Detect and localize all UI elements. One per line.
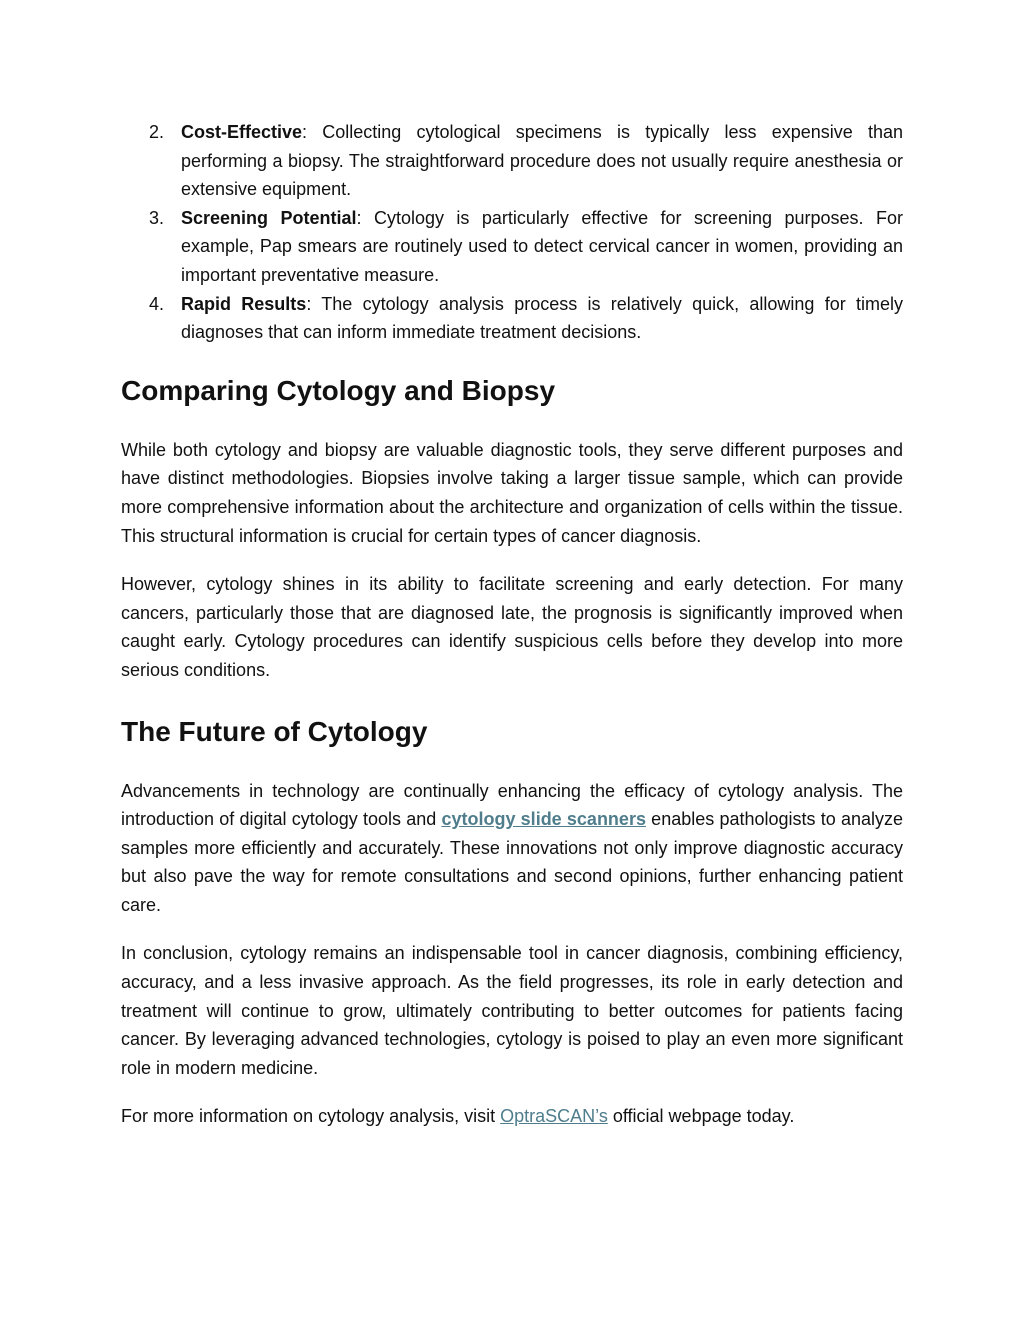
paragraph (121, 1102, 903, 1131)
paragraph-text: Advancements in technology are continually enhancing the efficacy of cytology analysis. The introduction of digital cytology tools and (121, 780, 903, 830)
paragraph: In conclusion, cytology remains an indispensable tool in cancer diagnosis, combining efficiency, accuracy, and a less invasive approach. As the field progresses, its role in early detection and treatment will continue to grow, ultimately contributing to better outcomes for patients facing cancer. By leveraging advanced technologies, cytology is poised to play an even more significant role in modern medicine. (121, 943, 903, 1078)
optrascan-link[interactable]: OptraSCAN’s (500, 1106, 608, 1127)
cytology-slide-scanners-link[interactable]: cytology slide scanners (441, 809, 646, 830)
section-heading-future: The Future of Cytology (121, 715, 428, 747)
list-item (121, 290, 903, 347)
list-text: : Collecting cytological specimens is typically less expensive than performing a biopsy. The straightforward procedure does not usually require anesthesia or extensive equipment. (181, 122, 903, 200)
paragraph-text: For more information on cytology analysis, visit (121, 1106, 501, 1127)
paragraph (121, 777, 903, 920)
paragraph: However, cytology shines in its ability to facilitate screening and early detection. For many cancers, particularly those that are diagnosed late, the prognosis is significantly improved when caught early. Cytology procedures can identify suspicious cells before they develop into more serious conditions. (121, 574, 903, 680)
list-item (121, 204, 903, 290)
list-number: 4. (149, 293, 165, 314)
list-text: : Cytology is particularly effective for screening purposes. For example, Pap smears are routinely used to detect cervical cancer in women, providing an important preventative measure. (181, 207, 903, 285)
document-page (121, 118, 903, 1131)
list-number: 3. (149, 207, 165, 228)
list-term: Screening Potential (181, 207, 357, 228)
paragraph-text: enables pathologists to analyze samples more efficiently and accurately. These innovations not only improve diagnostic accuracy but also pave the way for remote consultations and second opinions, further enhancing patient care. (121, 809, 903, 915)
list-term: Rapid Results (181, 293, 307, 314)
list-item (121, 118, 903, 204)
list-text: : The cytology analysis process is relatively quick, allowing for timely diagnoses that can inform immediate treatment decisions. (181, 293, 903, 343)
paragraph-text: official webpage today. (607, 1106, 795, 1127)
section-heading-compare: Comparing Cytology and Biopsy (121, 374, 556, 406)
list-term: Cost-Effective (181, 122, 303, 142)
list-number: 2. (149, 122, 165, 142)
paragraph: While both cytology and biopsy are valuable diagnostic tools, they serve different purposes and have distinct methodologies. Biopsies involve taking a larger tissue sample, which can provide more comprehensive information about the architecture and organization of cells within the tissue. This structural information is crucial for certain types of cancer diagnosis. (121, 439, 903, 546)
benefits-list (121, 118, 903, 347)
